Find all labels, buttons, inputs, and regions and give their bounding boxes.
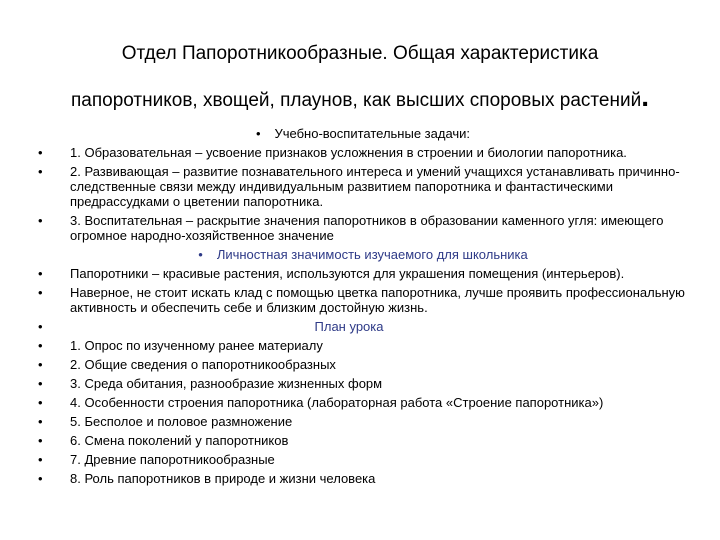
plan-item-text: 6. Смена поколений у папоротников: [70, 433, 289, 448]
significance-item: [38, 285, 688, 315]
slide-content: [38, 126, 688, 490]
plan-item-text: 7. Древние папоротникообразные: [70, 452, 275, 467]
plan-item-text: 3. Среда обитания, разнообразие жизненных форм: [70, 376, 383, 391]
bullet-icon: •: [198, 247, 203, 262]
goal-item-text: 3. Воспитательная – раскрытие значения папоротников в образовании каменного угля: имеющего огромное народно-хозяйственное значение: [70, 213, 664, 243]
significance-item: [38, 266, 688, 281]
goals-heading: Учебно-воспитательные задачи:: [274, 126, 471, 141]
goal-item-text: 2. Развивающая – развитие познавательного интереса и умений учащихся устанавливать причинно-следственные связи между индивидуальным развитием папоротника и фантастическими предрассудками о цветении папоротника.: [70, 164, 680, 209]
goal-item: [38, 145, 688, 160]
plan-item: [38, 357, 688, 372]
significance-item-text: Папоротники – красивые растения, используются для украшения помещения (интерьеров).: [70, 266, 625, 281]
bullet-icon: •: [38, 357, 43, 372]
title-line-2: [30, 75, 690, 122]
bullet-icon: •: [38, 145, 43, 160]
goal-item-text: 1. Образовательная – усвоение признаков усложнения в строении и биологии папоротника.: [70, 145, 627, 160]
goals-heading-row: [38, 126, 688, 141]
significance-heading: Личностная значимость изучаемого для школьника: [216, 247, 528, 262]
slide-title: [30, 32, 690, 122]
plan-item-text: 1. Опрос по изученному ранее материалу: [70, 338, 323, 353]
bullet-icon: •: [38, 319, 43, 334]
bullet-icon: •: [38, 164, 43, 179]
bullet-icon: •: [38, 395, 43, 410]
bullet-icon: •: [38, 452, 43, 467]
bullet-icon: •: [38, 213, 43, 228]
bullet-icon: •: [38, 376, 43, 391]
plan-item: [38, 452, 688, 467]
plan-item-text: 8. Роль папоротников в природе и жизни человека: [70, 471, 376, 486]
title-line-2-text: папоротников, хвощей, плаунов, как высших споровых растений: [70, 90, 642, 111]
plan-item: [38, 471, 688, 486]
bullet-icon: •: [38, 471, 43, 486]
goal-item: [38, 213, 688, 243]
plan-item-text: 2. Общие сведения о папоротникообразных: [70, 357, 336, 372]
bullet-icon: •: [38, 338, 43, 353]
bullet-icon: •: [255, 126, 261, 141]
plan-item: [38, 414, 688, 429]
significance-item-text: Наверное, не стоит искать клад с помощью цветка папоротника, лучше проявить профессиональную активность и обеспечить себе и близким достойную жизнь.: [70, 285, 685, 315]
title-end-dot: .: [641, 81, 649, 112]
plan-item-text: 5. Бесполое и половое размножение: [70, 414, 293, 429]
plan-item: [38, 338, 688, 353]
significance-heading-row: [38, 247, 688, 262]
plan-heading: План урока: [314, 319, 384, 334]
bullet-icon: •: [38, 266, 43, 281]
plan-item-text: 4. Особенности строения папоротника (лабораторная работа «Строение папоротника»): [70, 395, 604, 410]
bullet-icon: •: [38, 285, 43, 300]
plan-item: [38, 395, 688, 410]
bullet-icon: •: [38, 433, 43, 448]
goal-item: [38, 164, 688, 209]
plan-item: [38, 376, 688, 391]
title-line-1: Отдел Папоротникообразные. Общая характеристика: [121, 43, 599, 64]
bullet-icon: •: [38, 414, 43, 429]
plan-item: [38, 433, 688, 448]
plan-heading-row: [38, 319, 688, 334]
